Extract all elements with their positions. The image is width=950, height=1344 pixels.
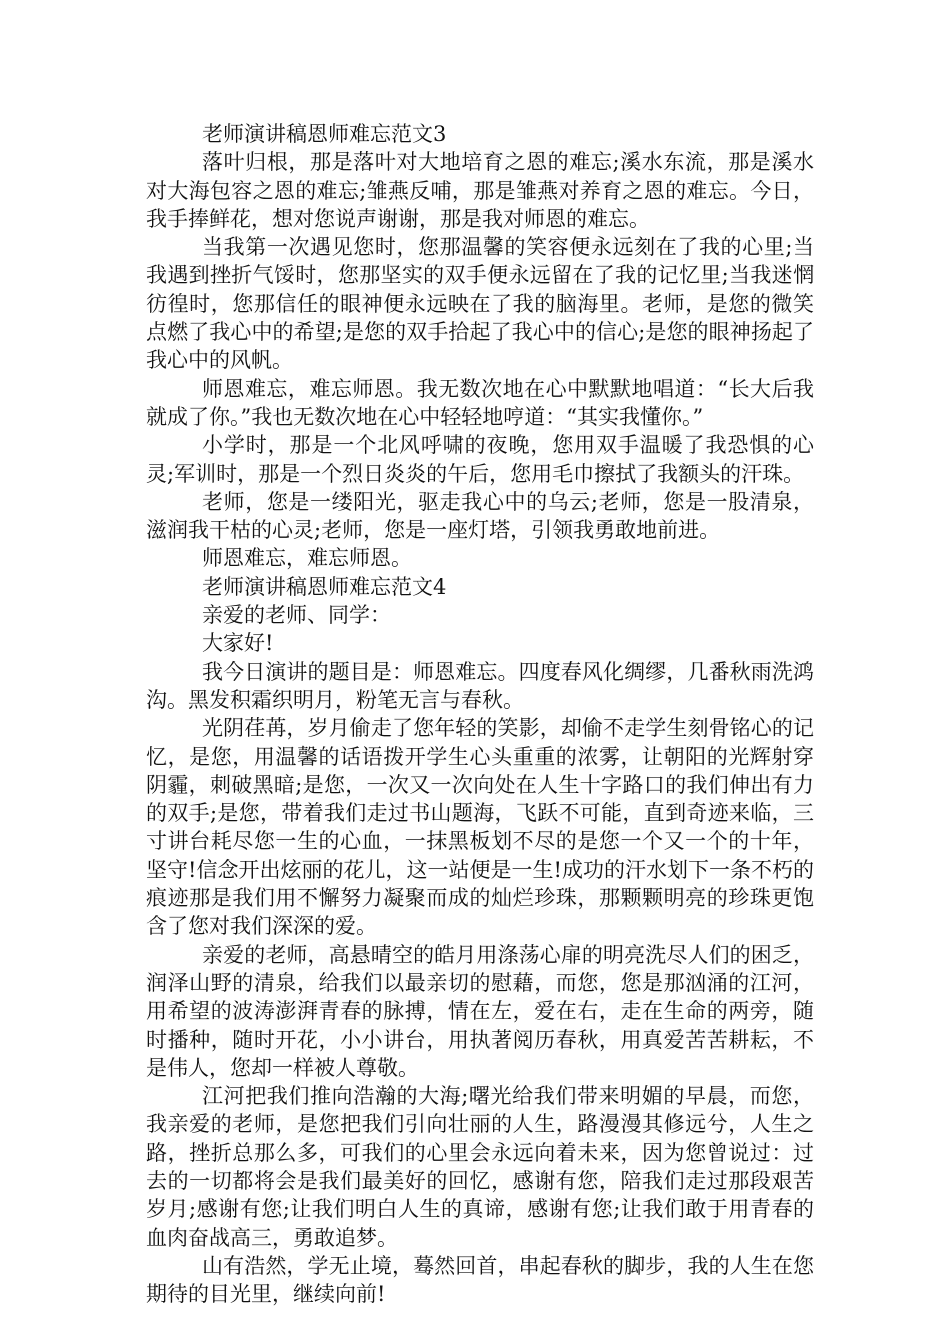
paragraph: 师恩难忘，难忘师恩。 xyxy=(202,546,412,571)
paragraph: 落叶归根，那是落叶对大地培育之恩的难忘;溪水东流，那是溪水对大海包容之恩的难忘;雏燕反哺，那是雏燕对养育之恩的难忘。今日，我手捧鲜花，想对您说声谢谢，那是我对师恩的难忘。 xyxy=(146,150,814,231)
paragraph: 江河把我们推向浩瀚的大海;曙光给我们带来明媚的早晨，而您，我亲爱的老师，是您把我们引向壮丽的人生，路漫漫其修远兮，人生之路，挫折总那么多，可我们的心里会永远向着未来，因为您曾说过：过去的一切都将会是我们最美好的回忆，感谢有您，陪我们走过那段艰苦岁月;感谢有您;让我们明白人生的真谛，感谢有您;让我们敢于用青春的血肉奋战高三，勇敢追梦。 xyxy=(146,1084,814,1250)
paragraph: 亲爱的老师，高悬晴空的皓月用涤荡心扉的明亮洗尽人们的困乏，润泽山野的清泉，给我们以最亲切的慰藉，而您，您是那汹涌的江河，用希望的波涛澎湃青春的脉搏，情在左，爱在右，走在生命的两旁，随时播种，随时开花，小小讲台，用执著阅历春秋，用真爱苦苦耕耘，不是伟人，您却一样被人尊敬。 xyxy=(146,942,814,1080)
paragraph: 山有浩然，学无止境，蓦然回首，串起春秋的脚步，我的人生在您期待的目光里，继续向前! xyxy=(146,1253,814,1307)
document-page xyxy=(146,120,814,1308)
paragraph: 我今日演讲的题目是：师恩难忘。四度春风化绸缪，几番秋雨洗鸿沟。黑发积霜织明月，粉笔无言与春秋。 xyxy=(146,659,814,712)
greeting: 大家好! xyxy=(202,631,274,656)
paragraph: 师恩难忘，难忘师恩。我无数次地在心中默默地唱道：“长大后我就成了你。”我也无数次地在心中轻轻地哼道：“其实我懂你。” xyxy=(146,376,814,429)
paragraph: 光阴荏苒，岁月偷走了您年轻的笑影，却偷不走学生刻骨铭心的记忆，是您，用温馨的话语拨开学生心头重重的浓雾，让朝阳的光辉射穿阴霾，刺破黑暗;是您，一次又一次向处在人生十字路口的我们伸出有力的双手;是您，带着我们走过书山题海，飞跃不可能，直到奇迹来临，三寸讲台耗尽您一生的心血，一抹黑板划不尽的是您一个又一个的十年，坚守!信念开出炫丽的花儿，这一站便是一生!成功的汗水划下一条不朽的痕迹那是我们用不懈努力凝聚而成的灿烂珍珠，那颗颗明亮的珍珠更饱含了您对我们深深的爱。 xyxy=(146,716,814,939)
paragraph: 小学时，那是一个北风呼啸的夜晚，您用双手温暖了我恐惧的心灵;军训时，那是一个烈日炎炎的午后，您用毛巾擦拭了我额头的汗珠。 xyxy=(146,433,814,486)
section-heading-3: 老师演讲稿恩师难忘范文3 xyxy=(202,122,447,146)
paragraph: 老师，您是一缕阳光，驱走我心中的乌云;老师，您是一股清泉，滋润我干枯的心灵;老师，您是一座灯塔，引领我勇敢地前进。 xyxy=(146,489,814,543)
salutation: 亲爱的老师、同学： xyxy=(202,603,391,628)
paragraph: 当我第一次遇见您时，您那温馨的笑容便永远刻在了我的心里;当我遇到挫折气馁时，您那坚实的双手便永远留在了我的记忆里;当我迷惘彷徨时，您那信任的眼神便永远映在了我的脑海里。老师，是您的微笑点燃了我心中的希望;是您的双手拾起了我心中的信心;是您的眼神扬起了我心中的风帆。 xyxy=(146,235,814,373)
section-heading-4: 老师演讲稿恩师难忘范文4 xyxy=(202,574,447,599)
